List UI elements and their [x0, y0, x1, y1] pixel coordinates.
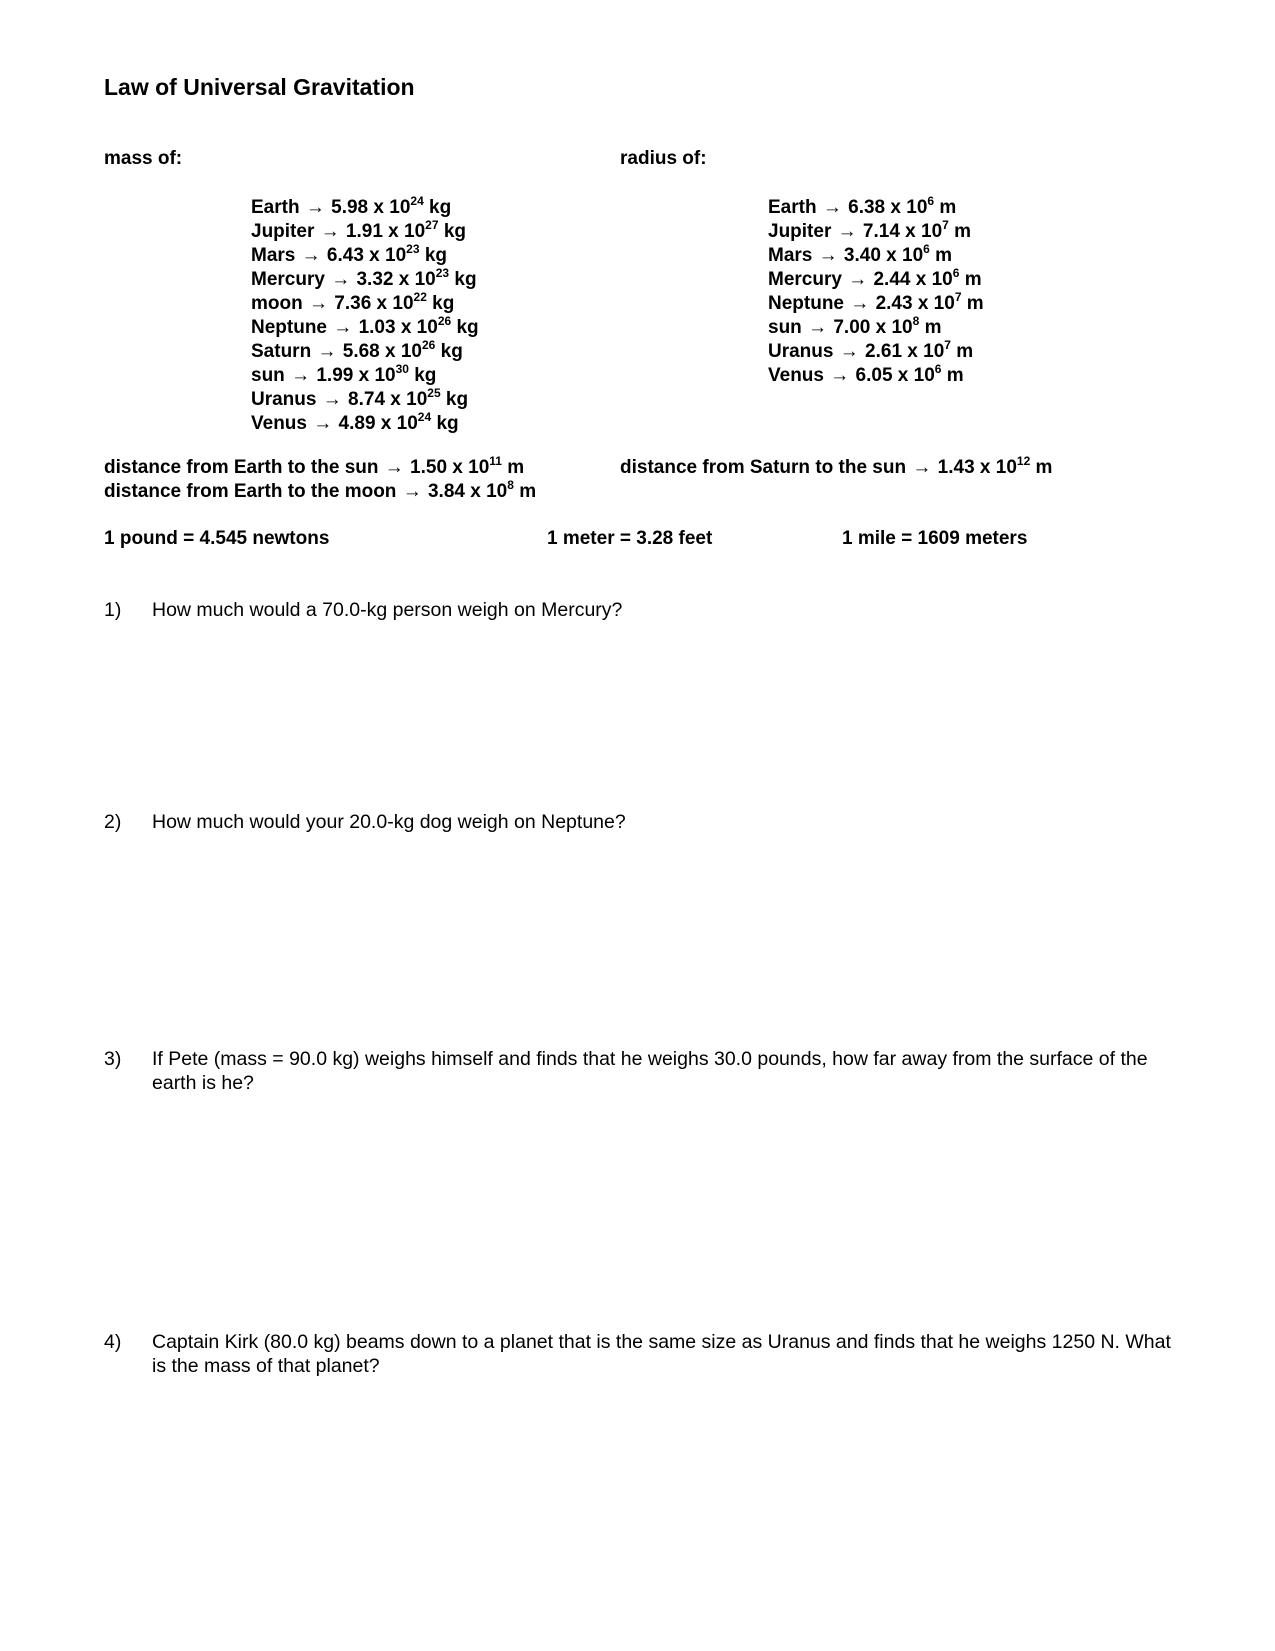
value-exponent: 25: [427, 385, 441, 400]
value-mantissa: 1.03: [358, 317, 396, 338]
value-unit: m: [939, 197, 957, 218]
value-mantissa: 2.43: [875, 293, 913, 314]
value-mantissa: 3.32: [356, 269, 394, 290]
arrow-right-icon: →: [818, 245, 838, 266]
value-mantissa: 2.61: [865, 341, 903, 362]
distance-earth-sun: distance from Earth to the sun → 1.50 x $10^{11}$ m: [104, 453, 525, 478]
conversion-meter: 1 meter = 3.28 feet: [547, 528, 713, 549]
value-exponent: 8: [912, 313, 920, 328]
arrow-right-icon: →: [317, 341, 337, 362]
value-exponent: 23: [406, 241, 420, 256]
radius-row: Mercury → 2.44 x $10^6$ m: [768, 265, 982, 290]
value-name: Earth: [251, 197, 300, 218]
value-name: Mercury: [768, 269, 842, 290]
arrow-right-icon: →: [839, 341, 859, 362]
arrow-right-icon: →: [320, 221, 340, 242]
mass-row: moon → 7.36 x $10^{22}$ kg: [251, 289, 455, 314]
arrow-right-icon: →: [322, 389, 342, 410]
value-name: Uranus: [251, 389, 317, 410]
value-name: Neptune: [251, 317, 327, 338]
value-unit: m: [966, 293, 984, 314]
arrow-right-icon: →: [808, 317, 828, 338]
value-unit: kg: [454, 269, 477, 290]
value-name: Venus: [251, 413, 307, 434]
value-unit: m: [956, 341, 974, 362]
mass-row: sun → 1.99 x $10^{30}$ kg: [251, 361, 437, 386]
question-number: 2): [104, 811, 122, 833]
value-unit: m: [924, 317, 942, 338]
mass-label: mass of:: [104, 148, 183, 169]
value-mantissa: 1.91: [345, 221, 383, 242]
value-mantissa: 8.74: [348, 389, 386, 410]
value-exponent: 6: [952, 265, 960, 280]
radius-row: Venus → 6.05 x $10^6$ m: [768, 361, 964, 386]
arrow-right-icon: →: [384, 457, 404, 478]
mass-row: Venus → 4.89 x $10^{24}$ kg: [251, 409, 459, 434]
value-unit: kg: [440, 341, 463, 362]
value-mantissa: 6.38: [848, 197, 886, 218]
mass-row: Mars → 6.43 x $10^{23}$ kg: [251, 241, 447, 266]
value-exponent: 8: [507, 477, 514, 492]
value-exponent: 22: [413, 289, 427, 304]
conversion-mile: 1 mile = 1609 meters: [842, 528, 1028, 549]
value-exponent: 7: [954, 289, 962, 304]
value-name: Saturn: [251, 341, 312, 362]
value-unit: m: [935, 245, 953, 266]
value-name: distance from Earth to the sun: [104, 457, 379, 478]
value-unit: kg: [456, 317, 479, 338]
radius-list: [768, 193, 984, 388]
arrow-right-icon: →: [402, 481, 422, 502]
value-exponent: 27: [425, 217, 439, 232]
mass-row: Jupiter → 1.91 x $10^{27}$ kg: [251, 217, 466, 242]
value-mantissa: 5.68: [342, 341, 380, 362]
value-mantissa: 2.44: [873, 269, 911, 290]
radius-row: Uranus → 2.61 x $10^7$ m: [768, 337, 974, 362]
arrow-right-icon: →: [830, 365, 850, 386]
value-name: Jupiter: [768, 221, 832, 242]
question-text: How much would a 70.0-kg person weigh on Mercury?: [152, 599, 623, 621]
arrow-right-icon: →: [313, 413, 333, 434]
value-unit: kg: [414, 365, 437, 386]
value-exponent: 6: [934, 361, 942, 376]
radius-row: Mars → 3.40 x $10^6$ m: [768, 241, 953, 266]
arrow-right-icon: →: [837, 221, 857, 242]
arrow-right-icon: →: [822, 197, 842, 218]
value-mantissa: 4.89: [338, 413, 376, 434]
value-mantissa: 5.98: [331, 197, 369, 218]
value-name: Uranus: [768, 341, 834, 362]
question-text: If Pete (mass = 90.0 kg) weighs himself and finds that he weighs 30.0 pounds, how far away from the surface of the earth is he?: [152, 1048, 1148, 1094]
value-mantissa: 1.50: [410, 457, 448, 478]
value-name: sun: [768, 317, 802, 338]
question-text: How much would your 20.0-kg dog weigh on Neptune?: [152, 811, 626, 833]
arrow-right-icon: →: [912, 457, 932, 478]
value-name: Jupiter: [251, 221, 315, 242]
arrow-right-icon: →: [305, 197, 325, 218]
page-title: Law of Universal Gravitation: [104, 74, 415, 100]
radius-row: sun → 7.00 x $10^8$ m: [768, 313, 942, 338]
value-unit: m: [1035, 457, 1053, 478]
value-unit: kg: [443, 221, 466, 242]
value-name: Neptune: [768, 293, 844, 314]
distance-saturn-sun: distance from Saturn to the sun → 1.43 x $10^{12}$ m: [620, 453, 1053, 478]
arrow-right-icon: →: [331, 269, 351, 290]
value-mantissa: 7.00: [833, 317, 871, 338]
value-exponent: 12: [1016, 453, 1031, 468]
arrow-right-icon: →: [848, 269, 868, 290]
question-number: 1): [104, 599, 122, 621]
value-name: Mars: [768, 245, 813, 266]
value-mantissa: 3.40: [843, 245, 881, 266]
value-exponent: 24: [410, 193, 424, 208]
mass-row: Neptune → 1.03 x $10^{26}$ kg: [251, 313, 479, 338]
value-exponent: 30: [395, 361, 409, 376]
value-mantissa: 7.36: [334, 293, 372, 314]
distance-list-right: [620, 453, 1053, 480]
question-number: 4): [104, 1331, 122, 1353]
value-exponent: 6: [923, 241, 930, 256]
mass-row: Earth → 5.98 x $10^{24}$ kg: [251, 193, 452, 218]
arrow-right-icon: →: [291, 365, 311, 386]
value-name: Mars: [251, 245, 296, 266]
value-mantissa: 6.43: [326, 245, 364, 266]
value-mantissa: 1.99: [316, 365, 354, 386]
value-unit: kg: [429, 197, 452, 218]
distance-earth-moon: distance from Earth to the moon → 3.84 x $10^8$ m: [104, 477, 537, 502]
value-exponent: 7: [944, 337, 951, 352]
value-unit: kg: [424, 245, 447, 266]
question-text: Captain Kirk (80.0 kg) beams down to a planet that is the same size as Uranus and finds that he weighs 1250 N. What is the mass of that planet?: [152, 1331, 1171, 1377]
arrow-right-icon: →: [301, 245, 321, 266]
mass-row: Saturn → 5.68 x $10^{26}$ kg: [251, 337, 463, 362]
value-exponent: 7: [942, 217, 949, 232]
value-unit: m: [507, 457, 525, 478]
value-unit: kg: [432, 293, 455, 314]
value-unit: m: [954, 221, 972, 242]
mass-list: [251, 193, 479, 436]
radius-row: Earth → 6.38 x $10^6$ m: [768, 193, 957, 218]
value-mantissa: 1.43: [937, 457, 975, 478]
value-exponent: 24: [417, 409, 432, 424]
value-mantissa: 3.84: [427, 481, 465, 502]
value-name: sun: [251, 365, 285, 386]
value-name: Mercury: [251, 269, 325, 290]
radius-row: Jupiter → 7.14 x $10^7$ m: [768, 217, 972, 242]
value-mantissa: 6.05: [855, 365, 893, 386]
arrow-right-icon: →: [850, 293, 870, 314]
value-name: Earth: [768, 197, 817, 218]
value-name: Venus: [768, 365, 824, 386]
value-mantissa: 7.14: [862, 221, 900, 242]
question-number: 3): [104, 1048, 122, 1070]
value-unit: kg: [445, 389, 469, 410]
radius-row: Neptune → 2.43 x $10^7$ m: [768, 289, 984, 314]
value-unit: m: [946, 365, 964, 386]
value-unit: kg: [436, 413, 459, 434]
value-name: distance from Saturn to the sun: [620, 457, 907, 478]
value-unit: m: [519, 481, 537, 502]
value-exponent: 6: [927, 193, 935, 208]
conversion-pound: 1 pound = 4.545 newtons: [104, 528, 330, 549]
value-exponent: 11: [489, 453, 502, 468]
value-exponent: 26: [437, 313, 452, 328]
mass-row: Mercury → 3.32 x $10^{23}$ kg: [251, 265, 477, 290]
value-unit: m: [964, 269, 982, 290]
value-name: distance from Earth to the moon: [104, 481, 397, 502]
distance-list-left: [104, 453, 537, 504]
value-name: moon: [251, 293, 303, 314]
arrow-right-icon: →: [333, 317, 353, 338]
value-exponent: 23: [435, 265, 450, 280]
mass-row: Uranus → 8.74 x $10^{25}$ kg: [251, 385, 469, 410]
radius-label: radius of:: [620, 148, 707, 169]
arrow-right-icon: →: [309, 293, 328, 314]
value-exponent: 26: [422, 337, 436, 352]
